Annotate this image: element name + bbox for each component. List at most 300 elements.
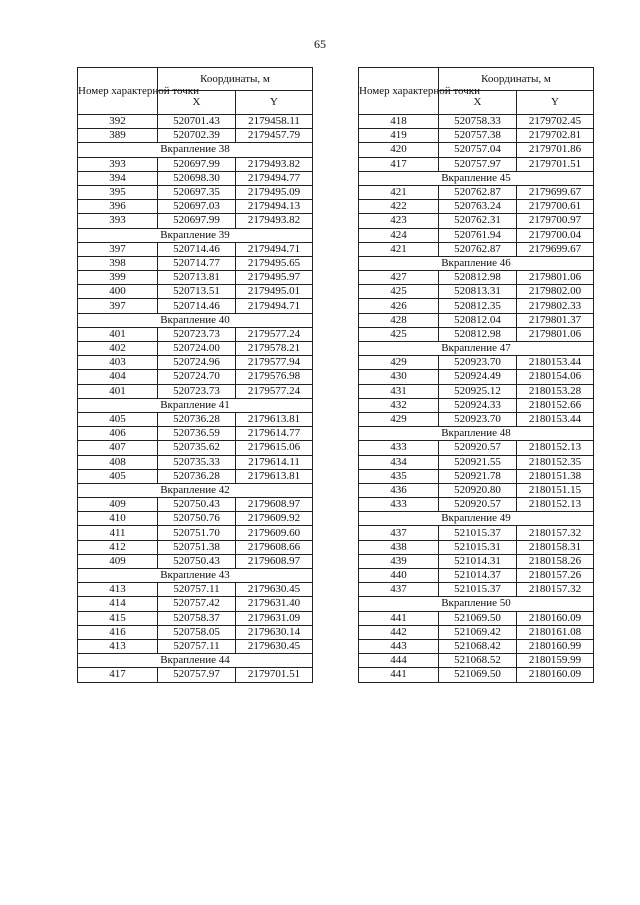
table-row: [78, 157, 313, 171]
point-number-cell: 403: [78, 356, 158, 370]
table-row: [359, 313, 594, 327]
x-coordinate-cell: 520714.46: [158, 242, 236, 256]
table-row: [78, 526, 313, 540]
table-row: [78, 271, 313, 285]
y-coordinate-cell: 2180161.08: [517, 625, 594, 639]
y-coordinate-cell: 2180152.66: [517, 398, 594, 412]
point-number-cell: 425: [359, 327, 439, 341]
section-title: Вкрапление 38: [78, 143, 313, 157]
y-coordinate-cell: 2180151.38: [517, 469, 594, 483]
table-row: [78, 597, 313, 611]
section-row: [78, 228, 313, 242]
table-row: [359, 498, 594, 512]
x-coordinate-cell: 520724.00: [158, 342, 236, 356]
x-coordinate-cell: 520757.11: [158, 639, 236, 653]
point-number-cell: 396: [78, 200, 158, 214]
point-number-cell: 407: [78, 441, 158, 455]
point-number-cell: 420: [359, 143, 439, 157]
y-coordinate-cell: 2179631.40: [236, 597, 313, 611]
point-number-cell: 405: [78, 469, 158, 483]
section-title: Вкрапление 44: [78, 654, 313, 668]
x-coordinate-cell: 520762.31: [439, 214, 517, 228]
x-coordinate-cell: 520697.35: [158, 185, 236, 199]
x-coordinate-cell: 521069.50: [439, 668, 517, 682]
x-coordinate-cell: 521015.37: [439, 526, 517, 540]
y-coordinate-cell: 2180160.99: [517, 639, 594, 653]
table-row: [78, 412, 313, 426]
table-row: [78, 625, 313, 639]
table-row: [359, 214, 594, 228]
point-number-cell: 437: [359, 526, 439, 540]
y-coordinate-cell: 2179701.51: [517, 157, 594, 171]
x-coordinate-cell: 520813.31: [439, 285, 517, 299]
table-row: [78, 427, 313, 441]
table-row: [78, 540, 313, 554]
header-coordinates: Координаты, м: [439, 68, 594, 91]
x-coordinate-cell: 520920.80: [439, 483, 517, 497]
section-row: [359, 597, 594, 611]
x-coordinate-cell: 520924.49: [439, 370, 517, 384]
point-number-cell: 444: [359, 654, 439, 668]
point-number-cell: 393: [78, 214, 158, 228]
x-coordinate-cell: 520812.04: [439, 313, 517, 327]
table-row: [359, 625, 594, 639]
table-row: [78, 327, 313, 341]
x-coordinate-cell: 520762.87: [439, 242, 517, 256]
x-coordinate-cell: 520757.04: [439, 143, 517, 157]
point-number-cell: 432: [359, 398, 439, 412]
point-number-cell: 414: [78, 597, 158, 611]
x-coordinate-cell: 520750.43: [158, 498, 236, 512]
x-coordinate-cell: 520736.28: [158, 412, 236, 426]
point-number-cell: 399: [78, 271, 158, 285]
y-coordinate-cell: 2179615.06: [236, 441, 313, 455]
point-number-cell: 436: [359, 483, 439, 497]
y-coordinate-cell: 2180151.15: [517, 483, 594, 497]
y-coordinate-cell: 2179608.97: [236, 554, 313, 568]
coordinates-table-right: [358, 67, 594, 683]
table-row: [359, 639, 594, 653]
table-row: [359, 569, 594, 583]
header-point-number: Номер характерной точки: [78, 68, 158, 115]
x-coordinate-cell: 520757.97: [439, 157, 517, 171]
table-row: [78, 455, 313, 469]
table-row: [78, 342, 313, 356]
y-coordinate-cell: 2180157.26: [517, 569, 594, 583]
point-number-cell: 438: [359, 540, 439, 554]
section-row: [78, 569, 313, 583]
table-row: [78, 498, 313, 512]
point-number-cell: 441: [359, 668, 439, 682]
y-coordinate-cell: 2179631.09: [236, 611, 313, 625]
point-number-cell: 398: [78, 256, 158, 270]
table-body: [359, 115, 594, 683]
x-coordinate-cell: 520757.11: [158, 583, 236, 597]
section-title: Вкрапление 47: [359, 342, 594, 356]
point-number-cell: 404: [78, 370, 158, 384]
x-coordinate-cell: 520920.57: [439, 498, 517, 512]
point-number-cell: 421: [359, 185, 439, 199]
point-number-cell: 433: [359, 498, 439, 512]
point-number-cell: 401: [78, 384, 158, 398]
table-row: [78, 285, 313, 299]
x-coordinate-cell: 520723.73: [158, 384, 236, 398]
y-coordinate-cell: 2179576.98: [236, 370, 313, 384]
table-row: [78, 469, 313, 483]
y-coordinate-cell: 2179801.37: [517, 313, 594, 327]
point-number-cell: 430: [359, 370, 439, 384]
section-title: Вкрапление 49: [359, 512, 594, 526]
x-coordinate-cell: 520735.62: [158, 441, 236, 455]
section-row: [78, 398, 313, 412]
table-row: [78, 129, 313, 143]
y-coordinate-cell: 2179701.51: [236, 668, 313, 682]
x-coordinate-cell: 520757.38: [439, 129, 517, 143]
y-coordinate-cell: 2180154.06: [517, 370, 594, 384]
table-row: [359, 455, 594, 469]
table-row: [78, 370, 313, 384]
x-coordinate-cell: 520812.98: [439, 271, 517, 285]
y-coordinate-cell: 2179802.00: [517, 285, 594, 299]
point-number-cell: 410: [78, 512, 158, 526]
header-x: X: [158, 91, 236, 115]
y-coordinate-cell: 2180160.09: [517, 611, 594, 625]
point-number-cell: 424: [359, 228, 439, 242]
y-coordinate-cell: 2179700.61: [517, 200, 594, 214]
section-title: Вкрапление 40: [78, 313, 313, 327]
x-coordinate-cell: 520812.98: [439, 327, 517, 341]
y-coordinate-cell: 2179578.21: [236, 342, 313, 356]
table-row: [359, 384, 594, 398]
x-coordinate-cell: 520713.81: [158, 271, 236, 285]
point-number-cell: 429: [359, 412, 439, 426]
y-coordinate-cell: 2179702.45: [517, 115, 594, 129]
x-coordinate-cell: 520757.97: [158, 668, 236, 682]
table-row: [359, 554, 594, 568]
section-title: Вкрапление 45: [359, 171, 594, 185]
table-row: [78, 185, 313, 199]
y-coordinate-cell: 2180158.31: [517, 540, 594, 554]
section-title: Вкрапление 50: [359, 597, 594, 611]
point-number-cell: 442: [359, 625, 439, 639]
point-number-cell: 394: [78, 171, 158, 185]
table-row: [359, 185, 594, 199]
table-row: [359, 143, 594, 157]
x-coordinate-cell: 520923.70: [439, 412, 517, 426]
x-coordinate-cell: 521068.52: [439, 654, 517, 668]
x-coordinate-cell: 520724.96: [158, 356, 236, 370]
table-row: [78, 384, 313, 398]
point-number-cell: 419: [359, 129, 439, 143]
y-coordinate-cell: 2179495.65: [236, 256, 313, 270]
x-coordinate-cell: 520925.12: [439, 384, 517, 398]
table-row: [78, 639, 313, 653]
table-body: [78, 115, 313, 683]
y-coordinate-cell: 2179699.67: [517, 185, 594, 199]
x-coordinate-cell: 521069.42: [439, 625, 517, 639]
section-row: [359, 342, 594, 356]
y-coordinate-cell: 2179495.09: [236, 185, 313, 199]
table-row: [78, 441, 313, 455]
point-number-cell: 397: [78, 299, 158, 313]
table-row: [359, 285, 594, 299]
x-coordinate-cell: 521014.37: [439, 569, 517, 583]
y-coordinate-cell: 2180153.28: [517, 384, 594, 398]
table-row: [359, 299, 594, 313]
y-coordinate-cell: 2180152.35: [517, 455, 594, 469]
point-number-cell: 426: [359, 299, 439, 313]
x-coordinate-cell: 520702.39: [158, 129, 236, 143]
y-coordinate-cell: 2179614.11: [236, 455, 313, 469]
point-number-cell: 417: [78, 668, 158, 682]
y-coordinate-cell: 2179700.97: [517, 214, 594, 228]
table-row: [359, 129, 594, 143]
point-number-cell: 401: [78, 327, 158, 341]
section-row: [359, 427, 594, 441]
y-coordinate-cell: 2179608.66: [236, 540, 313, 554]
y-coordinate-cell: 2179494.77: [236, 171, 313, 185]
x-coordinate-cell: 520697.03: [158, 200, 236, 214]
point-number-cell: 423: [359, 214, 439, 228]
y-coordinate-cell: 2179701.86: [517, 143, 594, 157]
y-coordinate-cell: 2179630.45: [236, 639, 313, 653]
x-coordinate-cell: 520751.70: [158, 526, 236, 540]
table-row: [359, 157, 594, 171]
point-number-cell: 429: [359, 356, 439, 370]
y-coordinate-cell: 2179702.81: [517, 129, 594, 143]
section-title: Вкрапление 48: [359, 427, 594, 441]
point-number-cell: 413: [78, 583, 158, 597]
x-coordinate-cell: 520698.30: [158, 171, 236, 185]
y-coordinate-cell: 2179801.06: [517, 271, 594, 285]
y-coordinate-cell: 2179494.71: [236, 299, 313, 313]
point-number-cell: 443: [359, 639, 439, 653]
y-coordinate-cell: 2180160.09: [517, 668, 594, 682]
x-coordinate-cell: 520920.57: [439, 441, 517, 455]
y-coordinate-cell: 2180153.44: [517, 412, 594, 426]
coordinates-table-left: [77, 67, 313, 683]
table-row: [359, 441, 594, 455]
section-row: [78, 654, 313, 668]
point-number-cell: 395: [78, 185, 158, 199]
section-row: [359, 171, 594, 185]
point-number-cell: 422: [359, 200, 439, 214]
table-row: [359, 483, 594, 497]
x-coordinate-cell: 521014.31: [439, 554, 517, 568]
y-coordinate-cell: 2179495.01: [236, 285, 313, 299]
table-row: [359, 327, 594, 341]
point-number-cell: 400: [78, 285, 158, 299]
header-y: Y: [236, 91, 313, 115]
table-row: [78, 512, 313, 526]
point-number-cell: 437: [359, 583, 439, 597]
x-coordinate-cell: 521015.37: [439, 583, 517, 597]
table-row: [359, 654, 594, 668]
table-row: [359, 583, 594, 597]
x-coordinate-cell: 520757.42: [158, 597, 236, 611]
x-coordinate-cell: 520763.24: [439, 200, 517, 214]
x-coordinate-cell: 520735.33: [158, 455, 236, 469]
header-y: Y: [517, 91, 594, 115]
table-row: [359, 228, 594, 242]
y-coordinate-cell: 2179493.82: [236, 214, 313, 228]
header-point-number: Номер характерной точки: [359, 68, 439, 115]
x-coordinate-cell: 521069.50: [439, 611, 517, 625]
x-coordinate-cell: 520750.76: [158, 512, 236, 526]
x-coordinate-cell: 520736.59: [158, 427, 236, 441]
x-coordinate-cell: 520812.35: [439, 299, 517, 313]
table-row: [78, 668, 313, 682]
table-row: [359, 611, 594, 625]
y-coordinate-cell: 2179801.06: [517, 327, 594, 341]
point-number-cell: 406: [78, 427, 158, 441]
page-number: 65: [314, 37, 326, 51]
section-row: [359, 512, 594, 526]
point-number-cell: 435: [359, 469, 439, 483]
table-row: [78, 171, 313, 185]
y-coordinate-cell: 2179608.97: [236, 498, 313, 512]
section-title: Вкрапление 43: [78, 569, 313, 583]
point-number-cell: 441: [359, 611, 439, 625]
table-row: [359, 526, 594, 540]
table-row: [78, 256, 313, 270]
x-coordinate-cell: 520921.78: [439, 469, 517, 483]
point-number-cell: 418: [359, 115, 439, 129]
y-coordinate-cell: 2179457.79: [236, 129, 313, 143]
table-row: [359, 242, 594, 256]
point-number-cell: 405: [78, 412, 158, 426]
x-coordinate-cell: 520697.99: [158, 157, 236, 171]
table-row: [359, 370, 594, 384]
header-coordinates: Координаты, м: [158, 68, 313, 91]
point-number-cell: 402: [78, 342, 158, 356]
y-coordinate-cell: 2179630.45: [236, 583, 313, 597]
x-coordinate-cell: 520761.94: [439, 228, 517, 242]
section-row: [78, 313, 313, 327]
y-coordinate-cell: 2180152.13: [517, 441, 594, 455]
table-row: [78, 583, 313, 597]
y-coordinate-cell: 2179613.81: [236, 469, 313, 483]
y-coordinate-cell: 2179613.81: [236, 412, 313, 426]
x-coordinate-cell: 520921.55: [439, 455, 517, 469]
table-row: [359, 540, 594, 554]
point-number-cell: 439: [359, 554, 439, 568]
table-row: [359, 412, 594, 426]
point-number-cell: 408: [78, 455, 158, 469]
y-coordinate-cell: 2180153.44: [517, 356, 594, 370]
section-row: [78, 143, 313, 157]
y-coordinate-cell: 2179577.94: [236, 356, 313, 370]
point-number-cell: 433: [359, 441, 439, 455]
x-coordinate-cell: 520758.33: [439, 115, 517, 129]
y-coordinate-cell: 2179609.92: [236, 512, 313, 526]
x-coordinate-cell: 520750.43: [158, 554, 236, 568]
point-number-cell: 415: [78, 611, 158, 625]
y-coordinate-cell: 2179614.77: [236, 427, 313, 441]
x-coordinate-cell: 520736.28: [158, 469, 236, 483]
y-coordinate-cell: 2179699.67: [517, 242, 594, 256]
y-coordinate-cell: 2180157.32: [517, 583, 594, 597]
y-coordinate-cell: 2179609.60: [236, 526, 313, 540]
table-row: [78, 611, 313, 625]
y-coordinate-cell: 2179577.24: [236, 384, 313, 398]
header-x: X: [439, 91, 517, 115]
point-number-cell: 409: [78, 498, 158, 512]
x-coordinate-cell: 520762.87: [439, 185, 517, 199]
point-number-cell: 392: [78, 115, 158, 129]
section-title: Вкрапление 39: [78, 228, 313, 242]
point-number-cell: 431: [359, 384, 439, 398]
y-coordinate-cell: 2180152.13: [517, 498, 594, 512]
y-coordinate-cell: 2179458.11: [236, 115, 313, 129]
table-row: [359, 200, 594, 214]
section-title: Вкрапление 46: [359, 256, 594, 270]
point-number-cell: 427: [359, 271, 439, 285]
table-row: [78, 356, 313, 370]
table-row: [359, 271, 594, 285]
table-row: [78, 115, 313, 129]
x-coordinate-cell: 520758.05: [158, 625, 236, 639]
x-coordinate-cell: 520923.70: [439, 356, 517, 370]
y-coordinate-cell: 2179802.33: [517, 299, 594, 313]
x-coordinate-cell: 520714.77: [158, 256, 236, 270]
point-number-cell: 428: [359, 313, 439, 327]
y-coordinate-cell: 2180158.26: [517, 554, 594, 568]
x-coordinate-cell: 520701.43: [158, 115, 236, 129]
x-coordinate-cell: 520724.70: [158, 370, 236, 384]
table-row: [359, 398, 594, 412]
y-coordinate-cell: 2180157.32: [517, 526, 594, 540]
x-coordinate-cell: 521015.31: [439, 540, 517, 554]
y-coordinate-cell: 2179577.24: [236, 327, 313, 341]
section-title: Вкрапление 41: [78, 398, 313, 412]
table-row: [78, 242, 313, 256]
table-row: [78, 214, 313, 228]
x-coordinate-cell: 520713.51: [158, 285, 236, 299]
point-number-cell: 397: [78, 242, 158, 256]
table-row: [359, 356, 594, 370]
point-number-cell: 421: [359, 242, 439, 256]
table-row: [78, 554, 313, 568]
y-coordinate-cell: 2179630.14: [236, 625, 313, 639]
point-number-cell: 416: [78, 625, 158, 639]
table-row: [78, 299, 313, 313]
section-row: [78, 483, 313, 497]
point-number-cell: 393: [78, 157, 158, 171]
point-number-cell: 389: [78, 129, 158, 143]
y-coordinate-cell: 2179700.04: [517, 228, 594, 242]
point-number-cell: 412: [78, 540, 158, 554]
point-number-cell: 409: [78, 554, 158, 568]
table-row: [359, 469, 594, 483]
section-title: Вкрапление 42: [78, 483, 313, 497]
x-coordinate-cell: 520924.33: [439, 398, 517, 412]
y-coordinate-cell: 2179494.71: [236, 242, 313, 256]
point-number-cell: 411: [78, 526, 158, 540]
x-coordinate-cell: 520723.73: [158, 327, 236, 341]
table-row: [78, 200, 313, 214]
y-coordinate-cell: 2179493.82: [236, 157, 313, 171]
x-coordinate-cell: 521068.42: [439, 639, 517, 653]
section-row: [359, 256, 594, 270]
table-row: [359, 115, 594, 129]
point-number-cell: 434: [359, 455, 439, 469]
y-coordinate-cell: 2179495.97: [236, 271, 313, 285]
point-number-cell: 413: [78, 639, 158, 653]
x-coordinate-cell: 520697.99: [158, 214, 236, 228]
x-coordinate-cell: 520758.37: [158, 611, 236, 625]
y-coordinate-cell: 2180159.99: [517, 654, 594, 668]
